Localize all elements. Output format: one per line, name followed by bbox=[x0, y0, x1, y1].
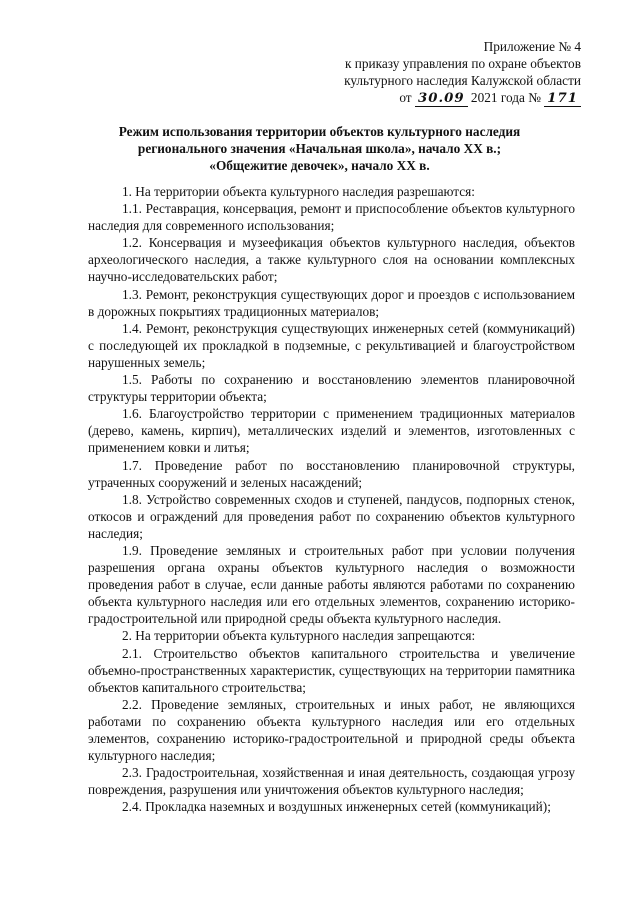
paragraph-1-9: 1.9. Проведение земляных и строительных работ при условии получения разрешения органа охраны объектов культурного наследия о возможности проведения работ в случае, если данные работы являются работами по сохранению объекта культурного наследия или его отдельных элементов, сохранению историко-градостроительной или природной среды объекта культурного наследия. bbox=[88, 542, 575, 627]
paragraph-2-1: 2.1. Строительство объектов капитального строительства и увеличение объемно-пространственных характеристик, существующих на территории памятника объектов капитального строительства; bbox=[88, 645, 575, 695]
date-prefix: от bbox=[399, 90, 412, 105]
paragraph-2-3: 2.3. Градостроительная, хозяйственная и иная деятельность, создающая угрозу повреждения, разрушения или уничтожения объектов культурного наследия; bbox=[88, 765, 575, 798]
paragraph-2: 2. На территории объекта культурного наследия запрещаются: bbox=[122, 628, 476, 644]
paragraph-2-2: 2.2. Проведение земляных, строительных и иных работ, не являющихся работами по сохранению объекта культурного наследия или его отдельных элементов, сохранению историко-градостроительной и природной среды объекта культурного наследия; bbox=[88, 696, 575, 764]
document-title bbox=[60, 123, 579, 174]
title-line-3: «Общежитие девочек», начало XX в. bbox=[209, 158, 430, 173]
appendix-header bbox=[344, 38, 581, 107]
paragraph-1-5: 1.5. Работы по сохранению и восстановлению элементов планировочной структуры территории объекта; bbox=[88, 372, 575, 405]
paragraph-1-3: 1.3. Ремонт, реконструкция существующих дорог и проездов с использованием в дорожных покрытиях традиционных материалов; bbox=[88, 286, 575, 319]
appendix-number: Приложение № 4 bbox=[483, 39, 581, 54]
title-line-1: Режим использования территории объектов культурного наследия bbox=[118, 124, 521, 139]
handwritten-date: 30.09 bbox=[415, 92, 468, 107]
paragraph-1-8: 1.8. Устройство современных сходов и ступеней, пандусов, подпорных стенок, откосов и ограждений для проведения работ по сохранению объектов культурного наследия; bbox=[88, 491, 575, 541]
order-date-line bbox=[344, 89, 581, 107]
handwritten-order-number: 171 bbox=[544, 92, 581, 107]
paragraph-2-4: 2.4. Прокладка наземных и воздушных инженерных сетей (коммуникаций); bbox=[122, 799, 551, 815]
paragraph-1: 1. На территории объекта культурного наследия разрешаются: bbox=[122, 184, 475, 199]
paragraph-1-4: 1.4. Ремонт, реконструкция существующих инженерных сетей (коммуникаций) с последующей их прокладкой в подземные, с рекультивацией и благоустройством нарушенных земель; bbox=[88, 320, 575, 370]
paragraph-1-1: 1.1. Реставрация, консервация, ремонт и приспособление объектов культурного наследия для современного использования; bbox=[88, 201, 575, 234]
paragraph-1-7: 1.7. Проведение работ по восстановлению планировочной структуры, утраченных сооружений и зеленых насаждений; bbox=[88, 457, 575, 490]
date-suffix: 2021 года № bbox=[470, 90, 541, 105]
paragraph-1-6: 1.6. Благоустройство территории с применением традиционных материалов (дерево, камень, кирпич), металлических изделий и элементов, изготовленных с применением ковки и литья; bbox=[88, 406, 575, 456]
title-line-2: регионального значения «Начальная школа», начало XX в.; bbox=[137, 141, 502, 156]
order-reference: к приказу управления по охране объектов bbox=[344, 56, 581, 71]
document-body bbox=[88, 183, 575, 815]
issuing-authority: культурного наследия Калужской области bbox=[344, 73, 581, 88]
paragraph-1-2: 1.2. Консервация и музеефикация объектов культурного наследия, объектов археологического наследия, а также культурного слоя на основании комплексных научно-исследовательских работ; bbox=[88, 235, 575, 285]
